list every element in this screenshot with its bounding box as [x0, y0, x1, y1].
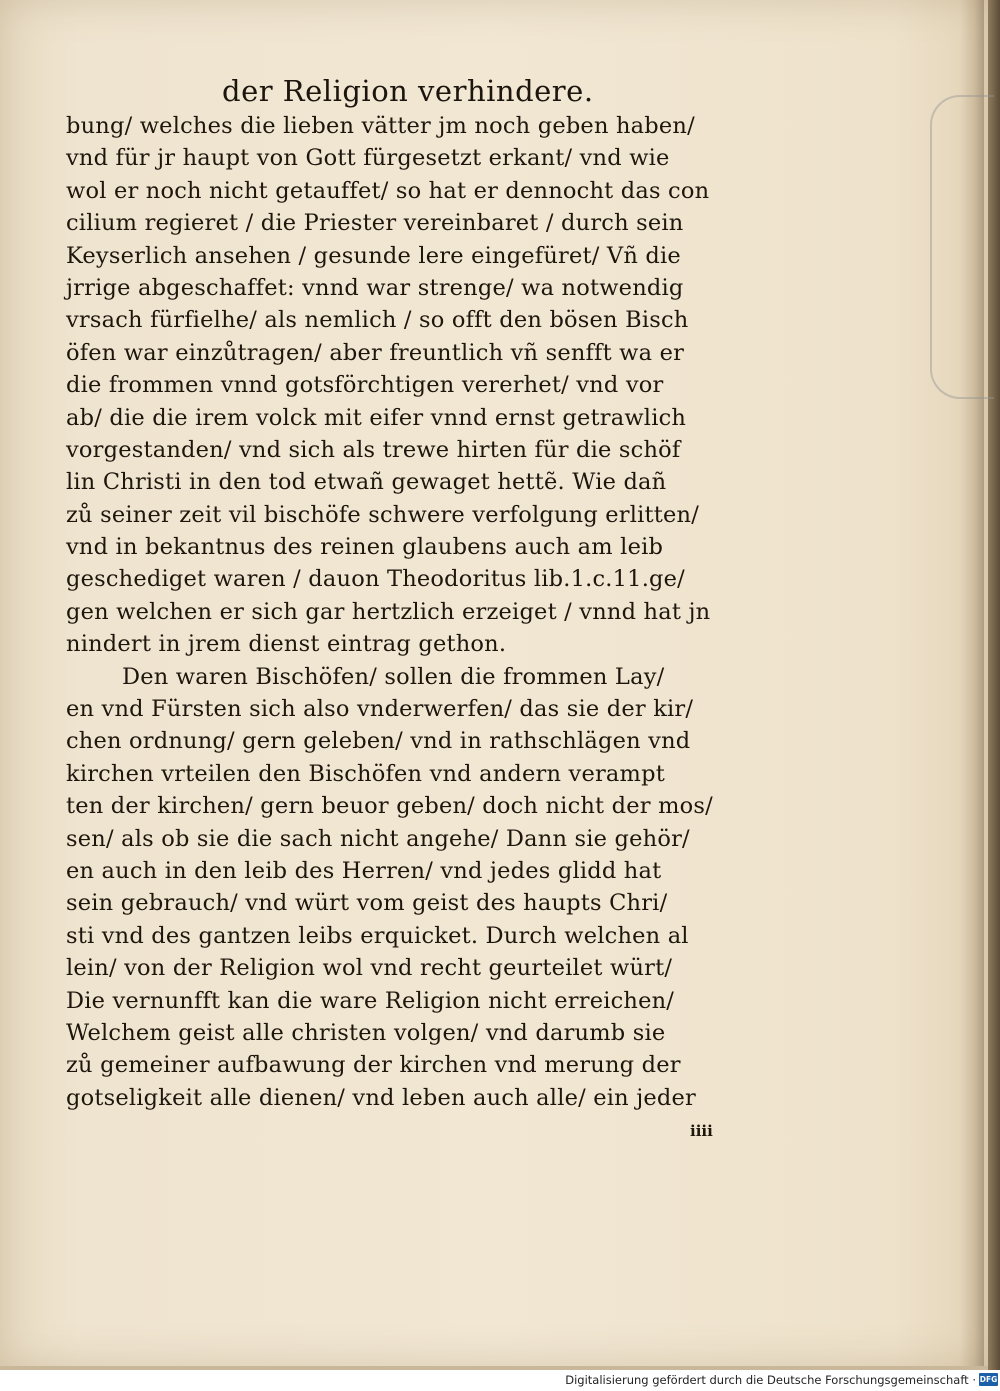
text-line: Den waren Bischöfen/ sollen die frommen Lay/ — [122, 663, 665, 690]
text-line: gotseligkeit alle dienen/ vnd leben auch alle/ ein jeder — [66, 1084, 696, 1111]
text-line: en auch in den leib des Herren/ vnd jedes glidd hat — [66, 857, 662, 884]
text-line: vnd für jr haupt von Gott fürgesetzt erkant/ vnd wie — [66, 145, 670, 172]
text-line: ten der kirchen/ gern beuor geben/ doch nicht der mos/ — [66, 793, 713, 820]
text-line: ab/ die die irem volck mit eifer vnnd ernst getrawlich — [66, 404, 687, 431]
text-line: Die vernunfft kan die ware Religion nicht erreichen/ — [66, 987, 675, 1014]
text-line: cilium regieret / die Priester vereinbaret / durch sein — [66, 210, 684, 237]
text-line: nindert in jrem dienst eintrag gethon. — [66, 631, 507, 658]
paper-clip-icon — [930, 95, 994, 399]
signature-mark: iiii — [690, 1122, 713, 1140]
text-line: zů gemeiner aufbawung der kirchen vnd merung der — [66, 1052, 681, 1079]
text-line: lin Christi in den tod etwañ gewaget hettẽ. Wie dañ — [66, 469, 667, 496]
dfg-logo-icon: DFG — [979, 1375, 998, 1384]
text-line: kirchen vrteilen den Bischöfen vnd andern verampt — [66, 760, 665, 787]
text-line: sein gebrauch/ vnd würt vom geist des haupts Chri/ — [66, 890, 668, 917]
body-text — [66, 110, 766, 1114]
text-line: en vnd Fürsten sich also vnderwerfen/ das sie der kir/ — [66, 696, 694, 723]
text-line: die frommen vnnd gotsförchtigen vererhet/ vnd vor — [66, 372, 664, 399]
text-line: jrrige abgeschaffet: vnnd war strenge/ wa notwendig — [66, 274, 684, 301]
text-line: Welchem geist alle christen volgen/ vnd darumb sie — [66, 1019, 666, 1046]
text-line: gen welchen er sich gar hertzlich erzeiget / vnnd hat jn — [66, 598, 711, 625]
running-head: der Religion verhindere. — [222, 74, 594, 108]
text-line: vorgestanden/ vnd sich als trewe hirten für die schöf — [66, 436, 681, 463]
digitization-credit: Digitalisierung gefördert durch die Deutsche Forschungsgemeinschaft · — [565, 1373, 976, 1387]
text-line: geschediget waren / dauon Theodoritus lib.1.c.11.ge/ — [66, 566, 685, 593]
text-line: vnd in bekantnus des reinen glaubens auch am leib — [66, 534, 664, 561]
text-line: bung/ welches die lieben vätter jm noch geben haben/ — [66, 113, 695, 139]
text-line: sen/ als ob sie die sach nicht angehe/ Dann sie gehör/ — [66, 825, 690, 852]
text-line: öfen war einzůtragen/ aber freuntlich vñ senfft wa er — [66, 339, 685, 366]
text-line: zů seiner zeit vil bischöfe schwere verfolgung erlitten/ — [66, 501, 700, 528]
text-line: vrsach fürfielhe/ als nemlich / so offt den bösen Bisch — [66, 307, 689, 334]
text-line: chen ordnung/ gern geleben/ vnd in rathschlägen vnd — [66, 728, 691, 755]
text-line: lein/ von der Religion wol vnd recht geurteilet würt/ — [66, 955, 673, 982]
text-line: Keyserlich ansehen / gesunde lere eingefüret/ Vñ die — [66, 242, 681, 269]
text-line: wol er noch nicht getauffet/ so hat er dennocht das con — [66, 177, 710, 204]
text-line: sti vnd des gantzen leibs erquicket. Durch welchen al — [66, 922, 689, 949]
